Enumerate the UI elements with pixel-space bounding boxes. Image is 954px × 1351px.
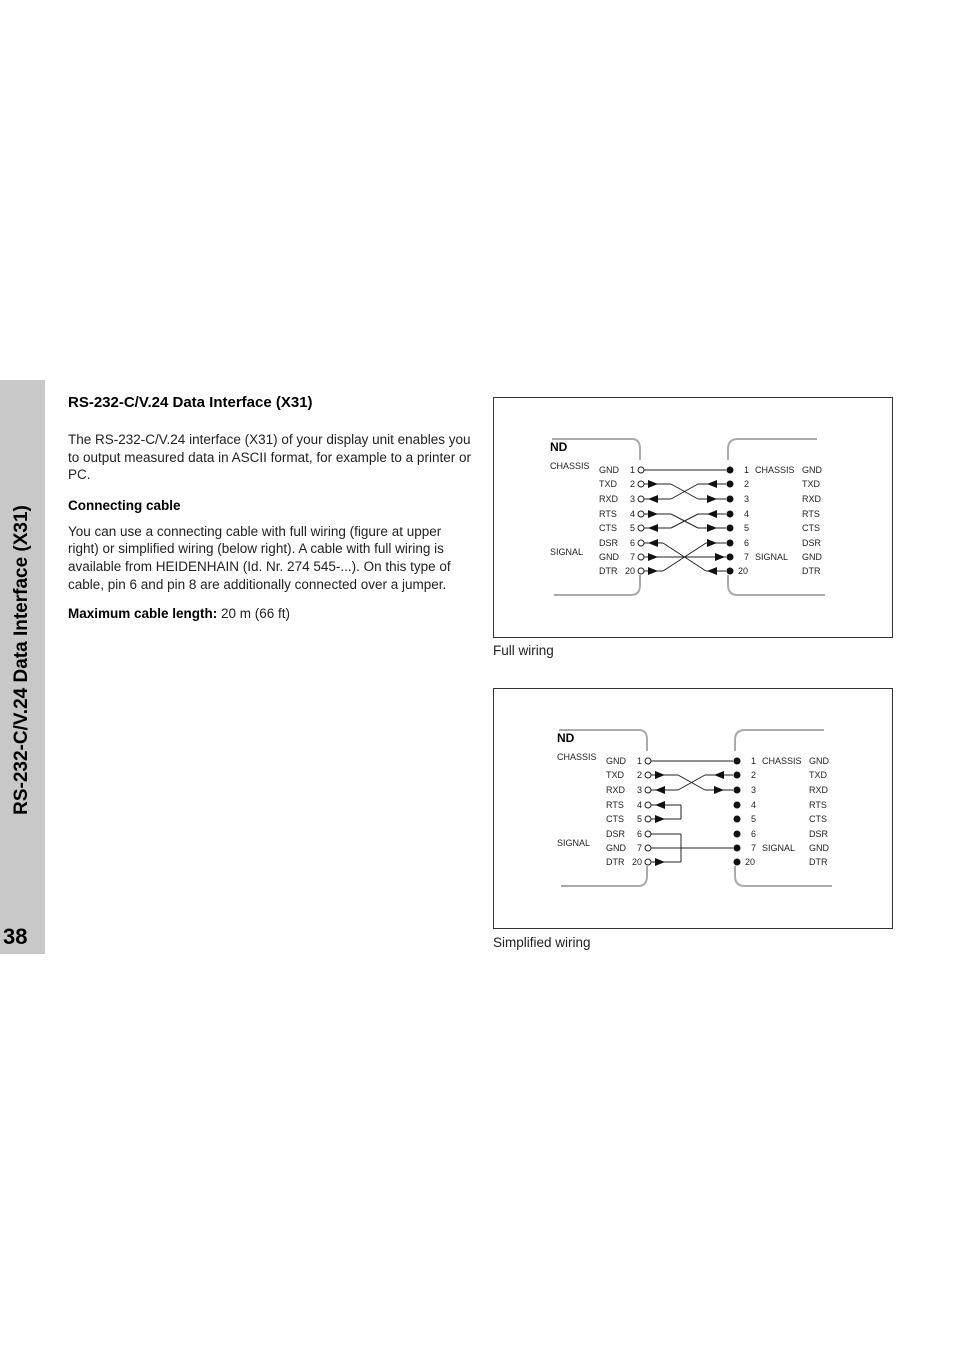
right-pin-number: 6 [751, 829, 757, 839]
left-pin-terminal [645, 816, 651, 822]
max-cable-length-label: Maximum cable length: [68, 606, 218, 622]
arrow-right-rxd [714, 786, 724, 794]
left-pin-signal: DTR [606, 857, 625, 867]
right-pin-terminal [727, 496, 734, 503]
arrow-gnd-7 [648, 553, 658, 561]
right-pin-signal: RTS [809, 800, 827, 810]
left-pin-signal: TXD [606, 770, 624, 780]
left-pin-signal: GND [599, 465, 619, 475]
intro-paragraph: The RS-232-C/V.24 interface (X31) of your display unit enables you to output measured data in ASCII format, for example to a printer or PC. [68, 432, 471, 483]
left-pin-signal: GND [599, 552, 619, 562]
right-pin-terminal [734, 859, 741, 866]
left-pin-terminal [638, 554, 644, 560]
right-connector-bottom-outline [728, 575, 825, 595]
left-pin-number: 2 [636, 770, 642, 780]
arrow-right-cts [707, 524, 717, 532]
right-pin-number: 4 [744, 509, 750, 519]
left-pin-signal: DSR [606, 829, 626, 839]
arrow-right-gnd-7 [715, 553, 725, 561]
text-column [68, 394, 473, 637]
arrow-right-dtr [707, 567, 717, 575]
right-pin-number: 3 [751, 785, 757, 795]
left-pin-number: 6 [629, 538, 635, 548]
right-pin-terminal [727, 540, 734, 547]
right-pin-signal: CTS [809, 814, 827, 824]
right-pin-signal: DSR [802, 538, 822, 548]
left-pin-number: 5 [636, 814, 642, 824]
arrow-cts [655, 815, 665, 823]
right-pin-signal: DSR [809, 829, 829, 839]
left-pin-signal: CTS [599, 523, 617, 533]
left-pin-number: 4 [629, 509, 635, 519]
right-pin-terminal [727, 525, 734, 532]
arrow-dsr-in [648, 539, 658, 547]
full-wiring-svg [494, 398, 894, 639]
left-pin-terminal [645, 772, 651, 778]
simplified-wiring-svg [494, 689, 894, 930]
left-chassis-label: CHASSIS [557, 752, 597, 762]
left-pin-signal: RTS [599, 509, 617, 519]
left-pin-signal: DSR [599, 538, 619, 548]
section-title: RS-232-C/V.24 Data Interface (X31) [68, 394, 313, 411]
left-pin-signal: TXD [599, 479, 617, 489]
left-signal-label: SIGNAL [550, 547, 584, 557]
left-pin-terminal [638, 511, 644, 517]
left-pin-terminal [638, 496, 644, 502]
right-connector-bottom-outline [735, 866, 832, 886]
page-number: 38 [3, 924, 28, 949]
right-pin-signal: GND [809, 843, 829, 853]
arrow-txd-out [648, 480, 658, 488]
left-pin-terminal [645, 758, 651, 764]
right-pin-number: 4 [751, 800, 757, 810]
chapter-side-title: RS-232-C/V.24 Data Interface (X31) [11, 505, 32, 815]
left-pin-terminal [638, 540, 644, 546]
left-connector-bottom-outline [561, 866, 647, 886]
right-pin-terminal [734, 816, 741, 823]
right-pin-signal: GND [809, 756, 829, 766]
right-pin-signal: TXD [802, 479, 820, 489]
right-pin-number: 7 [744, 552, 750, 562]
simplified-wiring-diagram [493, 688, 893, 929]
max-cable-length-value: 20 m (66 ft) [217, 606, 291, 622]
arrow-right-txd [707, 480, 717, 488]
right-pin-signal: RTS [802, 509, 820, 519]
full-wiring-diagram [493, 397, 893, 638]
right-pin-signal: GND [802, 552, 822, 562]
right-pin-signal: CTS [802, 523, 820, 533]
left-pin-number: 3 [636, 785, 642, 795]
left-pin-number: 1 [636, 756, 642, 766]
right-pin-number: 2 [744, 479, 750, 489]
left-pin-number: 5 [629, 523, 635, 533]
left-pin-number: 7 [629, 552, 635, 562]
left-pin-terminal [645, 859, 651, 865]
connecting-cable-paragraph: You can use a connecting cable with full wiring (figure at upper right) or simplified wiring (below right). A cable with full wiring is available from HEIDENHAIN (Id. Nr. 274 545-...). On this type of cable, pin 6 and pin 8 are additionally connected over a jumper. [68, 523, 451, 592]
left-pin-terminal [638, 467, 644, 473]
right-signal-label: SIGNAL [755, 552, 789, 562]
right-pin-terminal [727, 511, 734, 518]
device-label: ND [550, 440, 568, 454]
left-pin-terminal [645, 831, 651, 837]
right-connector-top-outline [735, 730, 824, 751]
right-connector-top-outline [728, 439, 817, 460]
right-pin-number: 1 [751, 756, 757, 766]
right-pin-terminal [727, 467, 734, 474]
right-pin-terminal [734, 787, 741, 794]
right-pin-number: 7 [751, 843, 757, 853]
right-pin-number: 5 [744, 523, 750, 533]
arrow-cts-in [648, 524, 658, 532]
right-pin-signal: RXD [802, 494, 822, 504]
arrow-right-dsr [707, 539, 717, 547]
arrow-right-rxd [707, 495, 717, 503]
right-pin-number: 5 [751, 814, 757, 824]
left-pin-signal: GND [606, 756, 626, 766]
right-pin-terminal [727, 568, 734, 575]
left-pin-number: 20 [631, 857, 642, 867]
arrow-rts [655, 801, 665, 809]
left-pin-terminal [638, 568, 644, 574]
device-label: ND [557, 731, 575, 745]
right-signal-label: SIGNAL [762, 843, 796, 853]
max-cable-length [68, 605, 473, 623]
right-pin-terminal [734, 831, 741, 838]
right-pin-signal: DTR [802, 566, 821, 576]
left-pin-signal: RXD [606, 785, 626, 795]
left-pin-signal: DTR [599, 566, 618, 576]
arrow-txd-out [655, 771, 665, 779]
right-pin-signal: GND [802, 465, 822, 475]
left-signal-label: SIGNAL [557, 838, 591, 848]
right-pin-terminal [727, 554, 734, 561]
right-pin-signal: TXD [809, 770, 827, 780]
right-pin-signal: RXD [809, 785, 829, 795]
arrow-rts-out [648, 510, 658, 518]
left-pin-signal: RXD [599, 494, 619, 504]
connecting-cable-heading: Connecting cable [68, 497, 181, 513]
arrow-right-rts [707, 510, 717, 518]
full-wiring-caption: Full wiring [493, 643, 554, 658]
right-pin-terminal [734, 802, 741, 809]
left-pin-number: 6 [636, 829, 642, 839]
right-pin-terminal [734, 845, 741, 852]
right-pin-terminal [734, 772, 741, 779]
right-pin-number: 3 [744, 494, 750, 504]
left-pin-signal: CTS [606, 814, 624, 824]
left-pin-signal: RTS [606, 800, 624, 810]
left-pin-signal: GND [606, 843, 626, 853]
right-pin-signal: DTR [809, 857, 828, 867]
left-pin-number: 3 [629, 494, 635, 504]
left-connector-bottom-outline [554, 575, 640, 595]
arrow-dtr-out [648, 567, 658, 575]
left-pin-terminal [645, 845, 651, 851]
arrow-rxd-in [648, 495, 658, 503]
simplified-wiring-caption: Simplified wiring [493, 935, 591, 950]
right-pin-number: 20 [745, 857, 756, 867]
left-pin-number: 2 [629, 479, 635, 489]
left-pin-terminal [645, 802, 651, 808]
right-pin-number: 2 [751, 770, 757, 780]
arrow-dtr [655, 858, 665, 866]
left-pin-terminal [645, 787, 651, 793]
right-chassis-label: CHASSIS [755, 465, 795, 475]
left-pin-terminal [638, 481, 644, 487]
left-pin-number: 1 [629, 465, 635, 475]
right-pin-terminal [734, 758, 741, 765]
right-pin-number: 6 [744, 538, 750, 548]
left-pin-terminal [638, 525, 644, 531]
left-pin-number: 7 [636, 843, 642, 853]
arrow-rxd-in [655, 786, 665, 794]
left-pin-number: 4 [636, 800, 642, 810]
left-chassis-label: CHASSIS [550, 461, 590, 471]
arrow-right-txd [714, 771, 724, 779]
right-chassis-label: CHASSIS [762, 756, 802, 766]
right-pin-number: 1 [744, 465, 750, 475]
right-pin-number: 20 [738, 566, 749, 576]
right-pin-terminal [727, 481, 734, 488]
left-pin-number: 20 [624, 566, 635, 576]
